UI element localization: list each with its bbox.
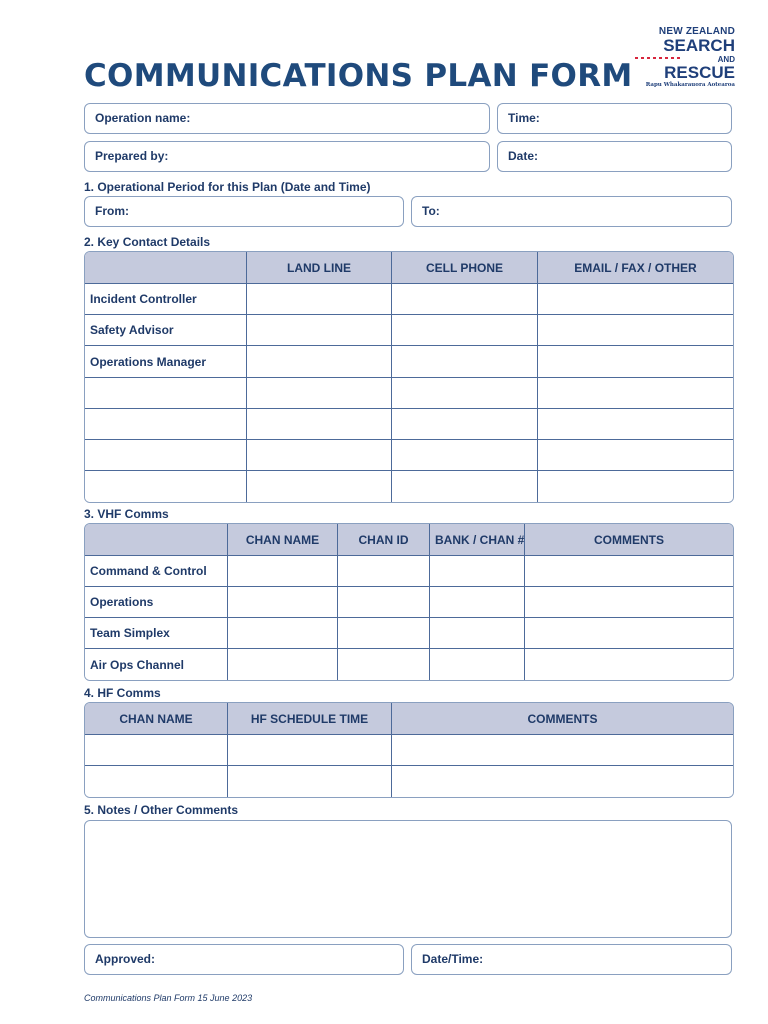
section-5-title: 5. Notes / Other Comments <box>84 803 239 817</box>
table-header <box>85 524 228 556</box>
approval-datetime-field[interactable] <box>411 944 732 975</box>
key-contacts-table <box>84 251 734 503</box>
table-cell[interactable] <box>228 556 338 587</box>
row-label[interactable] <box>85 409 247 440</box>
table-cell[interactable] <box>538 346 733 378</box>
table-row <box>85 440 733 471</box>
time-field[interactable] <box>497 103 732 134</box>
section-4-title: 4. HF Comms <box>84 686 161 700</box>
table-header: COMMENTS <box>525 524 733 556</box>
table-row <box>85 766 733 797</box>
table-cell[interactable] <box>538 409 733 440</box>
to-field[interactable] <box>411 196 732 227</box>
section-3-title: 3. VHF Comms <box>84 507 169 521</box>
logo-tagline: Rapu Whakarauora Aotearoa <box>645 82 735 88</box>
row-label: Team Simplex <box>85 618 228 649</box>
row-label: Air Ops Channel <box>85 649 228 680</box>
table-header: CHAN NAME <box>228 524 338 556</box>
table-cell[interactable] <box>247 315 392 346</box>
table-cell[interactable] <box>338 556 430 587</box>
row-label: Operations Manager <box>85 346 247 378</box>
section-2-title: 2. Key Contact Details <box>84 235 211 249</box>
row-label[interactable] <box>85 471 247 502</box>
table-cell[interactable] <box>392 440 538 471</box>
table-cell[interactable] <box>538 284 733 315</box>
table-row <box>85 587 733 618</box>
table-cell[interactable] <box>430 618 525 649</box>
table-cell[interactable] <box>228 649 338 680</box>
table-header: BANK / CHAN # <box>430 524 525 556</box>
table-header: CELL PHONE <box>392 252 538 284</box>
table-cell[interactable] <box>338 649 430 680</box>
table-cell[interactable] <box>392 409 538 440</box>
table-row <box>85 649 733 680</box>
table-row <box>85 409 733 440</box>
table-row <box>85 735 733 766</box>
table-row <box>85 346 733 378</box>
table-header: CHAN ID <box>338 524 430 556</box>
table-header: COMMENTS <box>392 703 733 735</box>
table-row <box>85 284 733 315</box>
vhf-comms-table <box>84 523 734 681</box>
prepared-by-label: Prepared by: <box>95 149 169 163</box>
table-cell[interactable] <box>430 649 525 680</box>
table-cell[interactable] <box>228 618 338 649</box>
table-cell[interactable] <box>538 471 733 502</box>
table-cell[interactable] <box>430 587 525 618</box>
logo-line-3: AND <box>717 55 735 64</box>
table-row <box>85 471 733 502</box>
operation-name-field[interactable] <box>84 103 490 134</box>
table-cell[interactable] <box>228 587 338 618</box>
table-cell[interactable] <box>247 284 392 315</box>
table-header-row <box>85 524 733 556</box>
from-label: From: <box>95 204 129 218</box>
to-label: To: <box>422 204 440 218</box>
table-cell[interactable] <box>525 649 733 680</box>
row-label: Incident Controller <box>85 284 247 315</box>
table-cell[interactable] <box>392 735 733 766</box>
approval-datetime-label: Date/Time: <box>422 952 484 966</box>
row-label[interactable] <box>85 378 247 409</box>
table-cell[interactable] <box>338 587 430 618</box>
table-cell[interactable] <box>538 315 733 346</box>
date-label: Date: <box>508 149 539 163</box>
table-cell[interactable] <box>228 735 392 766</box>
page-title: COMMUNICATIONS PLAN FORM <box>84 58 633 94</box>
row-label[interactable] <box>85 440 247 471</box>
table-cell[interactable] <box>392 766 733 797</box>
table-cell[interactable] <box>392 315 538 346</box>
notes-textarea[interactable] <box>84 820 732 938</box>
logo-line-4: RESCUE <box>664 63 735 82</box>
table-cell[interactable] <box>525 587 733 618</box>
table-row <box>85 378 733 409</box>
table-cell[interactable] <box>247 471 392 502</box>
time-label: Time: <box>508 111 540 125</box>
row-label: Safety Advisor <box>85 315 247 346</box>
prepared-by-field[interactable] <box>84 141 490 172</box>
table-cell[interactable] <box>85 735 228 766</box>
table-cell[interactable] <box>392 471 538 502</box>
table-header: HF SCHEDULE TIME <box>228 703 392 735</box>
table-row <box>85 618 733 649</box>
table-cell[interactable] <box>525 556 733 587</box>
section-1-title: 1. Operational Period for this Plan (Date and Time) <box>84 180 371 194</box>
footer-text: Communications Plan Form 15 June 2023 <box>84 993 253 1003</box>
table-header: CHAN NAME <box>85 703 228 735</box>
approved-field[interactable] <box>84 944 404 975</box>
table-row <box>85 315 733 346</box>
table-row <box>85 556 733 587</box>
date-field[interactable] <box>497 141 732 172</box>
table-cell[interactable] <box>228 766 392 797</box>
table-cell[interactable] <box>392 284 538 315</box>
approved-label: Approved: <box>95 952 155 966</box>
table-cell[interactable] <box>338 618 430 649</box>
table-cell[interactable] <box>538 440 733 471</box>
logo-line-1: NEW ZEALAND <box>658 26 735 37</box>
table-cell[interactable] <box>538 378 733 409</box>
table-cell[interactable] <box>85 766 228 797</box>
table-header-row <box>85 252 733 284</box>
table-cell[interactable] <box>392 378 538 409</box>
nzsar-logo <box>630 26 735 92</box>
table-cell[interactable] <box>247 346 392 378</box>
logo-dashes-icon <box>635 57 683 59</box>
table-header: EMAIL / FAX / OTHER <box>538 252 733 284</box>
table-cell[interactable] <box>247 440 392 471</box>
table-header <box>85 252 247 284</box>
from-field[interactable] <box>84 196 404 227</box>
hf-comms-table <box>84 702 734 798</box>
logo-line-2: SEARCH <box>663 36 735 55</box>
row-label: Command & Control <box>85 556 228 587</box>
table-cell[interactable] <box>247 378 392 409</box>
table-cell[interactable] <box>525 618 733 649</box>
table-header: LAND LINE <box>247 252 392 284</box>
table-cell[interactable] <box>247 409 392 440</box>
operation-name-label: Operation name: <box>95 111 191 125</box>
table-cell[interactable] <box>392 346 538 378</box>
table-header-row <box>85 703 733 735</box>
row-label: Operations <box>85 587 228 618</box>
table-cell[interactable] <box>430 556 525 587</box>
